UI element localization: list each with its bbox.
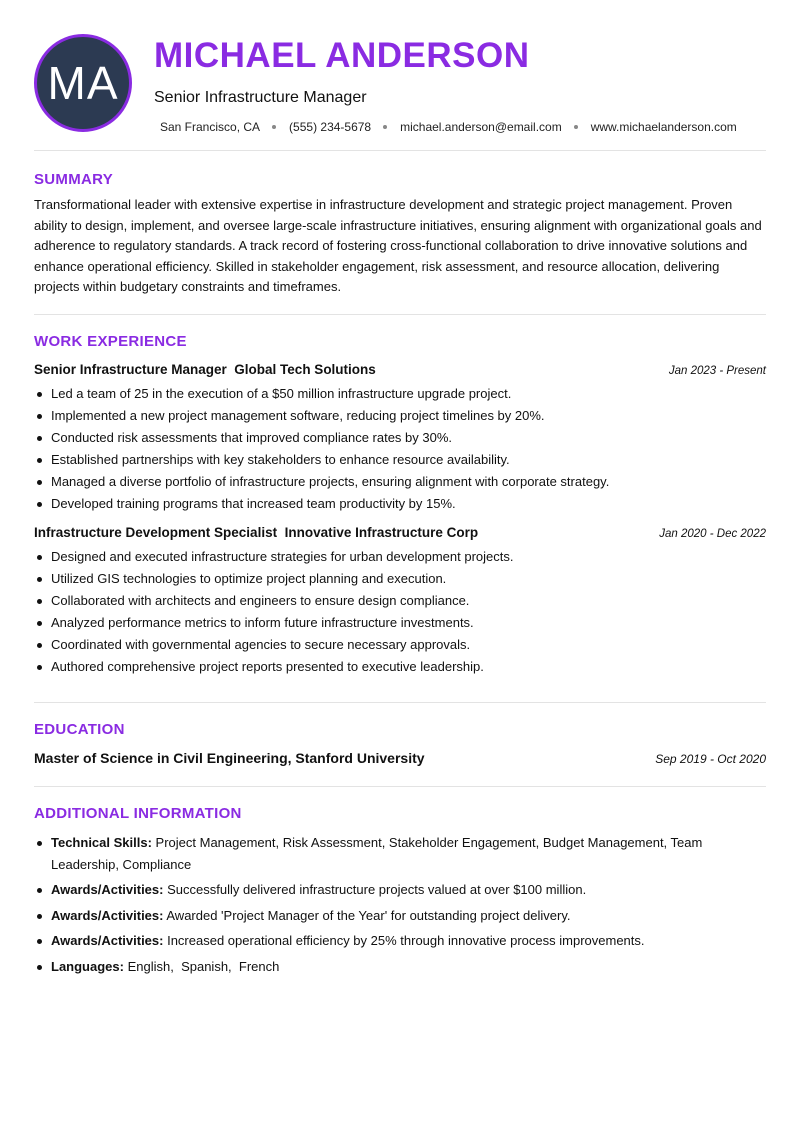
job-bullet: Authored comprehensive project reports presented to executive leadership. — [34, 656, 766, 678]
job-dates: Jan 2023 - Present — [668, 364, 766, 377]
additional-item-label: Technical Skills: — [51, 834, 152, 850]
job-bullet: Developed training programs that increased team productivity by 15%. — [34, 493, 766, 515]
job-entry — [34, 362, 766, 515]
contact-location: San Francisco, CA — [160, 120, 261, 134]
experience-section — [34, 315, 766, 703]
education-dates: Sep 2019 - Oct 2020 — [655, 751, 766, 766]
candidate-title: Senior Infrastructure Manager — [154, 89, 367, 106]
job-bullet: Designed and executed infrastructure strategies for urban development projects. — [34, 546, 766, 568]
job-bullet: Established partnerships with key stakeholders to enhance resource availability. — [34, 449, 766, 471]
job-bullet: Implemented a new project management software, reducing project timelines by 20%. — [34, 405, 766, 427]
contact-website: www.michaelanderson.com — [590, 120, 737, 134]
job-title: Infrastructure Development Specialist Innovative Infrastructure Corp — [34, 524, 479, 540]
section-title-education: EDUCATION — [34, 720, 125, 738]
education-section — [34, 703, 766, 787]
additional-list — [34, 832, 766, 979]
additional-item — [34, 879, 766, 901]
job-bullet: Conducted risk assessments that improved compliance rates by 30%. — [34, 427, 766, 449]
additional-item — [34, 905, 766, 927]
job-bullet: Coordinated with governmental agencies to secure necessary approvals. — [34, 634, 766, 656]
contact-separator-dot — [272, 125, 276, 129]
resume-header — [34, 0, 766, 151]
section-title-additional: ADDITIONAL INFORMATION — [34, 804, 242, 822]
section-title-experience: WORK EXPERIENCE — [34, 332, 187, 350]
additional-item-text: Successfully delivered infrastructure projects valued at over $100 million. — [167, 882, 587, 897]
contact-row — [160, 120, 737, 134]
additional-item-label: Awards/Activities: — [51, 907, 164, 923]
additional-item — [34, 930, 766, 952]
additional-item-text: Increased operational efficiency by 25% through innovative process improvements. — [167, 933, 645, 948]
avatar — [34, 34, 132, 132]
job-header — [34, 525, 766, 540]
additional-item-text: Awarded 'Project Manager of the Year' for outstanding project delivery. — [166, 907, 571, 923]
summary-section — [34, 151, 766, 315]
job-bullet: Managed a diverse portfolio of infrastructure projects, ensuring alignment with corporate strategy. — [34, 471, 766, 493]
candidate-name: MICHAEL ANDERSON — [154, 36, 530, 75]
job-title: Senior Infrastructure Manager Global Tech Solutions — [34, 361, 376, 377]
degree-title: Master of Science in Civil Engineering, Stanford University — [34, 749, 425, 766]
summary-text: Transformational leader with extensive expertise in infrastructure development and strategic project management. Proven ability to design, implement, and oversee large-scale infrastructure initiatives, ensuring alignment with organizational goals and adherence to regulatory standards. A track record of fostering cross-functional collaboration to drive innovative solutions and enhance operational efficiency. Skilled in stakeholder engagement, risk assessment, and resource allocation, delivering projects within budgetary constraints and timeframes. — [34, 197, 762, 294]
additional-item — [34, 956, 766, 978]
education-entry — [34, 750, 766, 766]
contact-separator-dot — [574, 125, 578, 129]
job-bullet: Led a team of 25 in the execution of a $50 million infrastructure upgrade project. — [34, 383, 766, 405]
job-entry — [34, 525, 766, 678]
additional-item-label: Languages: — [51, 959, 124, 974]
job-dates: Jan 2020 - Dec 2022 — [659, 527, 766, 540]
additional-item-label: Awards/Activities: — [51, 882, 164, 897]
contact-separator-dot — [383, 125, 387, 129]
section-title-summary: SUMMARY — [34, 171, 114, 188]
job-bullet: Analyzed performance metrics to inform future infrastructure investments. — [34, 612, 766, 634]
job-bullet-list — [34, 546, 766, 678]
contact-phone: (555) 234-5678 — [289, 120, 372, 134]
additional-item-label: Awards/Activities: — [51, 933, 164, 948]
additional-section — [34, 787, 766, 979]
additional-item-text: Project Management, Risk Assessment, Stakeholder Engagement, Budget Management, Team Leadership, Compliance — [51, 834, 703, 872]
contact-email: michael.anderson@email.com — [400, 120, 562, 134]
additional-item-text: English, Spanish, French — [127, 959, 280, 974]
job-bullet: Collaborated with architects and engineers to ensure design compliance. — [34, 590, 766, 612]
additional-item — [34, 832, 766, 876]
job-bullet: Utilized GIS technologies to optimize project planning and execution. — [34, 568, 766, 590]
job-header — [34, 362, 766, 377]
job-bullet-list — [34, 383, 766, 515]
avatar-initials: MA — [47, 57, 119, 109]
